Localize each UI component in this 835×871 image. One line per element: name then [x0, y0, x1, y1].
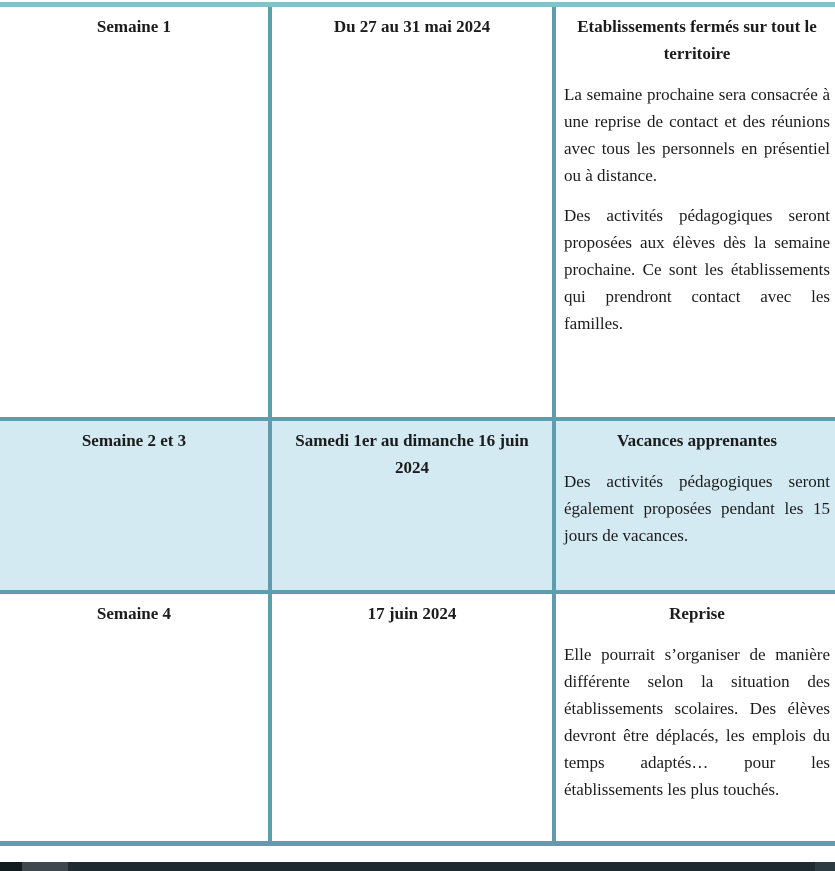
bottom-edge-segment: [0, 862, 22, 871]
date-cell: [272, 594, 556, 841]
info-paragraph: Elle pourrait s’organiser de manière différente selon la situation des établissements scolaires. Des élèves devront être déplacés, les emplois du temps adaptés… pour les établissements les plus touchés.: [564, 645, 830, 799]
info-title: Vacances apprenantes: [616, 431, 778, 450]
info-cell: [556, 7, 835, 417]
week-cell: [0, 421, 272, 590]
date-label: Samedi 1er au dimanche 16 juin 2024: [295, 431, 529, 477]
date-label: Du 27 au 31 mai 2024: [333, 17, 491, 36]
info-cell: [556, 421, 835, 590]
week-cell: [0, 594, 272, 841]
info-title: Reprise: [669, 604, 725, 623]
bottom-edge-segment: [22, 862, 68, 871]
week-label: Semaine 1: [96, 17, 172, 36]
table-row-highlighted: [0, 417, 835, 590]
schedule-table: [0, 2, 835, 846]
table-row: [0, 7, 835, 417]
info-title: Etablissements fermés sur tout le territoire: [577, 17, 817, 63]
table-row: [0, 590, 835, 841]
info-paragraph: Des activités pédagogiques seront également proposées pendant les 15 jours de vacances.: [564, 472, 830, 545]
info-paragraph: La semaine prochaine sera consacrée à une reprise de contact et des réunions avec tous les personnels en présentiel ou à distance.: [564, 85, 830, 185]
date-cell: [272, 421, 556, 590]
date-label: 17 juin 2024: [367, 604, 457, 623]
info-cell: [556, 594, 835, 841]
date-cell: [272, 7, 556, 417]
bottom-edge-segment: [815, 862, 835, 871]
bottom-window-edge: [0, 862, 835, 871]
week-label: Semaine 4: [96, 604, 172, 623]
info-paragraph: Des activités pédagogiques seront proposées aux élèves dès la semaine prochaine. Ce sont les établissements qui prendront contact avec les familles.: [564, 206, 830, 333]
week-label: Semaine 2 et 3: [81, 431, 187, 450]
week-cell: [0, 7, 272, 417]
